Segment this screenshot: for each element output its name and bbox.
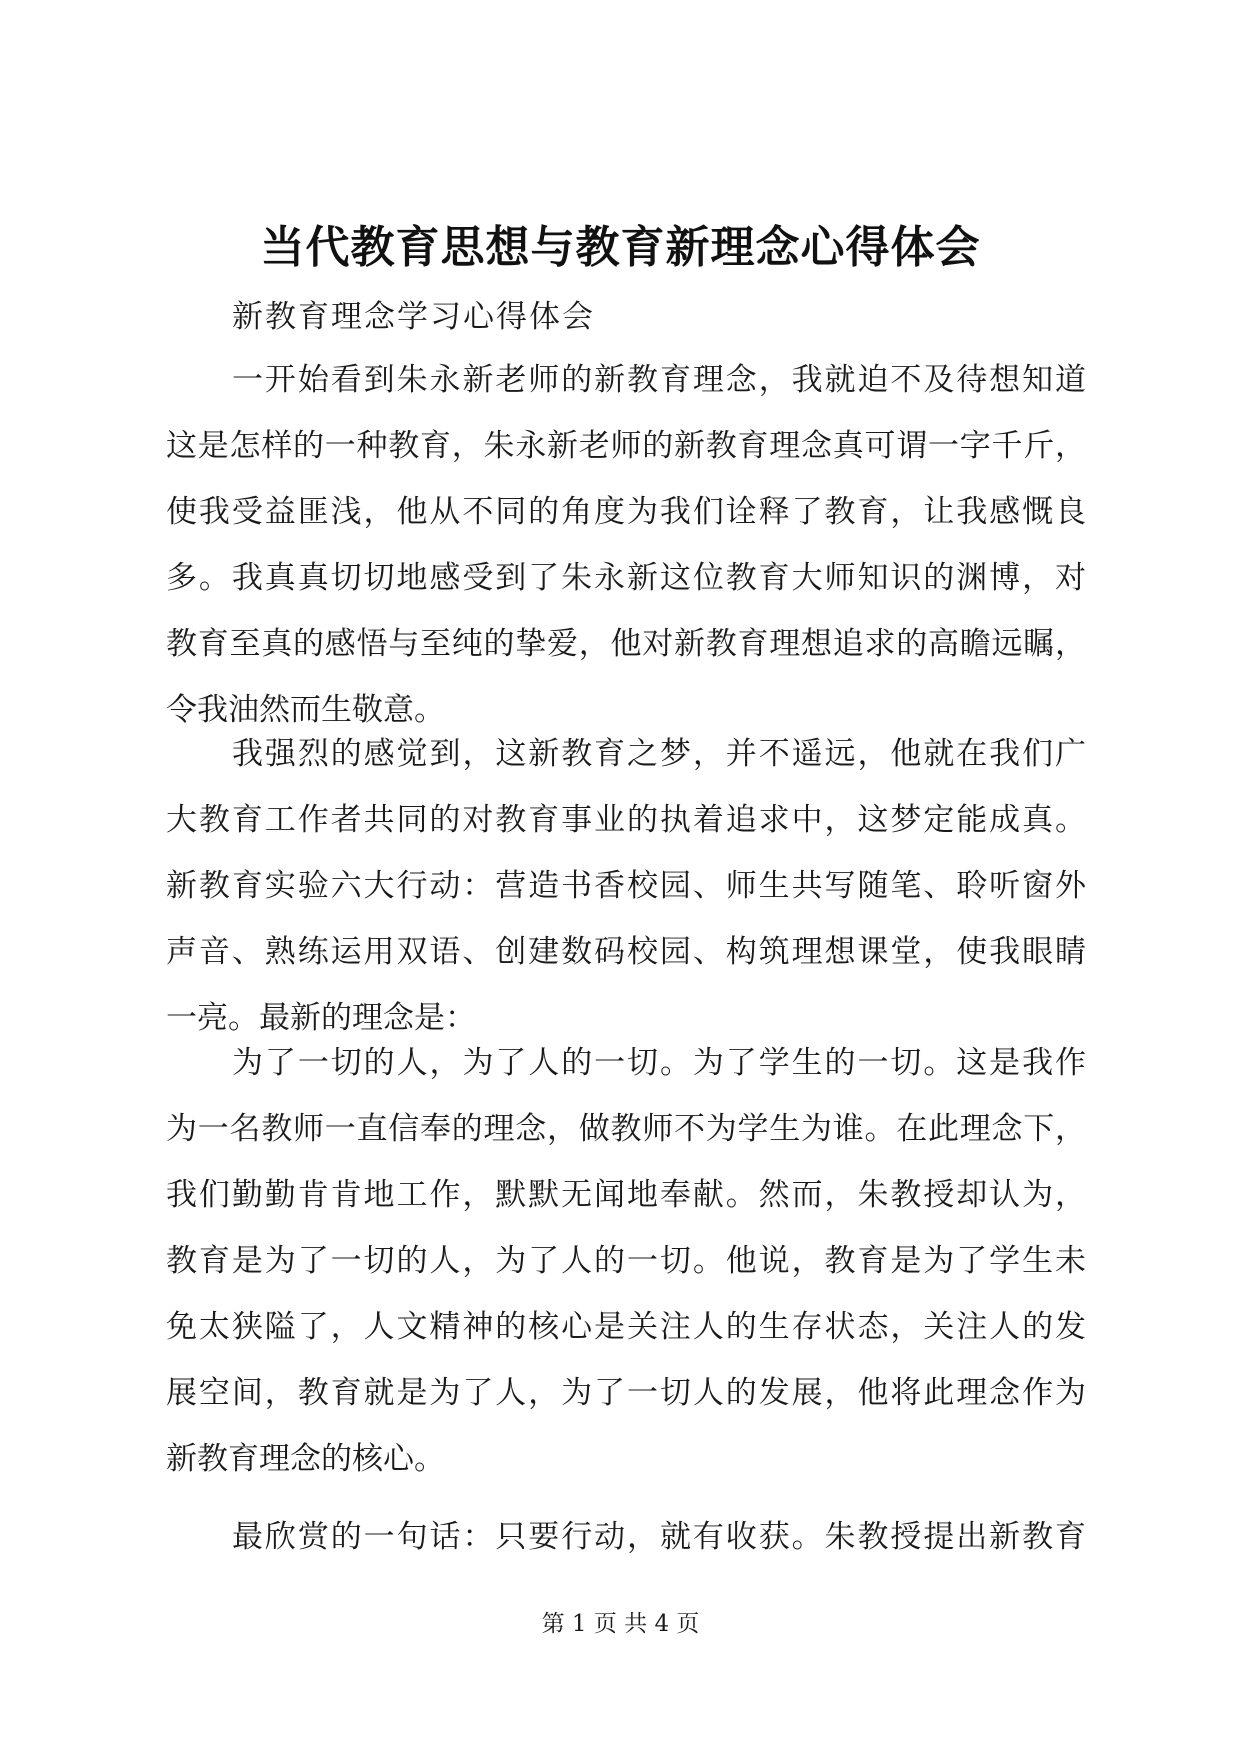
paragraph-line: 教育至真的感悟与至纯的挚爱，他对新教育理想追求的高瞻远瞩， xyxy=(166,626,1086,662)
paragraph-line: 这是怎样的一种教育，朱永新老师的新教育理念真可谓一字千斤， xyxy=(166,428,1086,464)
paragraph-line: 大教育工作者共同的对教育事业的执着追求中，这梦定能成真。 xyxy=(166,802,1086,838)
paragraph-line: 免太狭隘了，人文精神的核心是关注人的生存状态，关注人的发 xyxy=(166,1309,1086,1345)
paragraph-line: 最欣赏的一句话：只要行动，就有收获。朱教授提出新教育 xyxy=(232,1519,1086,1555)
paragraph-line: 一亮。最新的理念是： xyxy=(166,1000,476,1036)
document-title: 当代教育思想与教育新理念心得体会 xyxy=(260,222,981,273)
paragraph-line: 使我受益匪浅，他从不同的角度为我们诠释了教育，让我感慨良 xyxy=(166,494,1086,530)
paragraph-line: 新教育实验六大行动：营造书香校园、师生共写随笔、聆听窗外 xyxy=(166,868,1086,904)
paragraph-line: 我强烈的感觉到，这新教育之梦，并不遥远，他就在我们广 xyxy=(232,736,1086,772)
document-subtitle: 新教育理念学习心得体会 xyxy=(232,299,595,335)
paragraph-line: 我们勤勤肯肯地工作，默默无闻地奉献。然而，朱教授却认为， xyxy=(166,1177,1086,1213)
paragraph-line: 展空间，教育就是为了人，为了一切人的发展，他将此理念作为 xyxy=(166,1375,1086,1411)
paragraph-line: 为一名教师一直信奉的理念，做教师不为学生为谁。在此理念下， xyxy=(166,1111,1086,1147)
paragraph-line: 令我油然而生敬意。 xyxy=(166,692,445,728)
paragraph-2 xyxy=(166,721,1086,1051)
page-footer: 第 1 页 共 4 页 xyxy=(541,1611,700,1637)
paragraph-line: 教育是为了一切的人，为了人的一切。他说，教育是为了学生未 xyxy=(166,1243,1086,1279)
paragraph-line: 多。我真真切切地感受到了朱永新这位教育大师知识的渊博，对 xyxy=(166,560,1086,596)
paragraph-3 xyxy=(166,1030,1086,1492)
paragraph-1 xyxy=(166,347,1086,743)
paragraph-line: 新教育理念的核心。 xyxy=(166,1441,445,1477)
paragraph-line: 一开始看到朱永新老师的新教育理念，我就迫不及待想知道 xyxy=(232,362,1086,398)
paragraph-line: 为了一切的人，为了人的一切。为了学生的一切。这是我作 xyxy=(232,1045,1086,1081)
paragraph-4 xyxy=(166,1504,1086,1570)
paragraph-line: 声音、熟练运用双语、创建数码校园、构筑理想课堂，使我眼睛 xyxy=(166,934,1086,970)
